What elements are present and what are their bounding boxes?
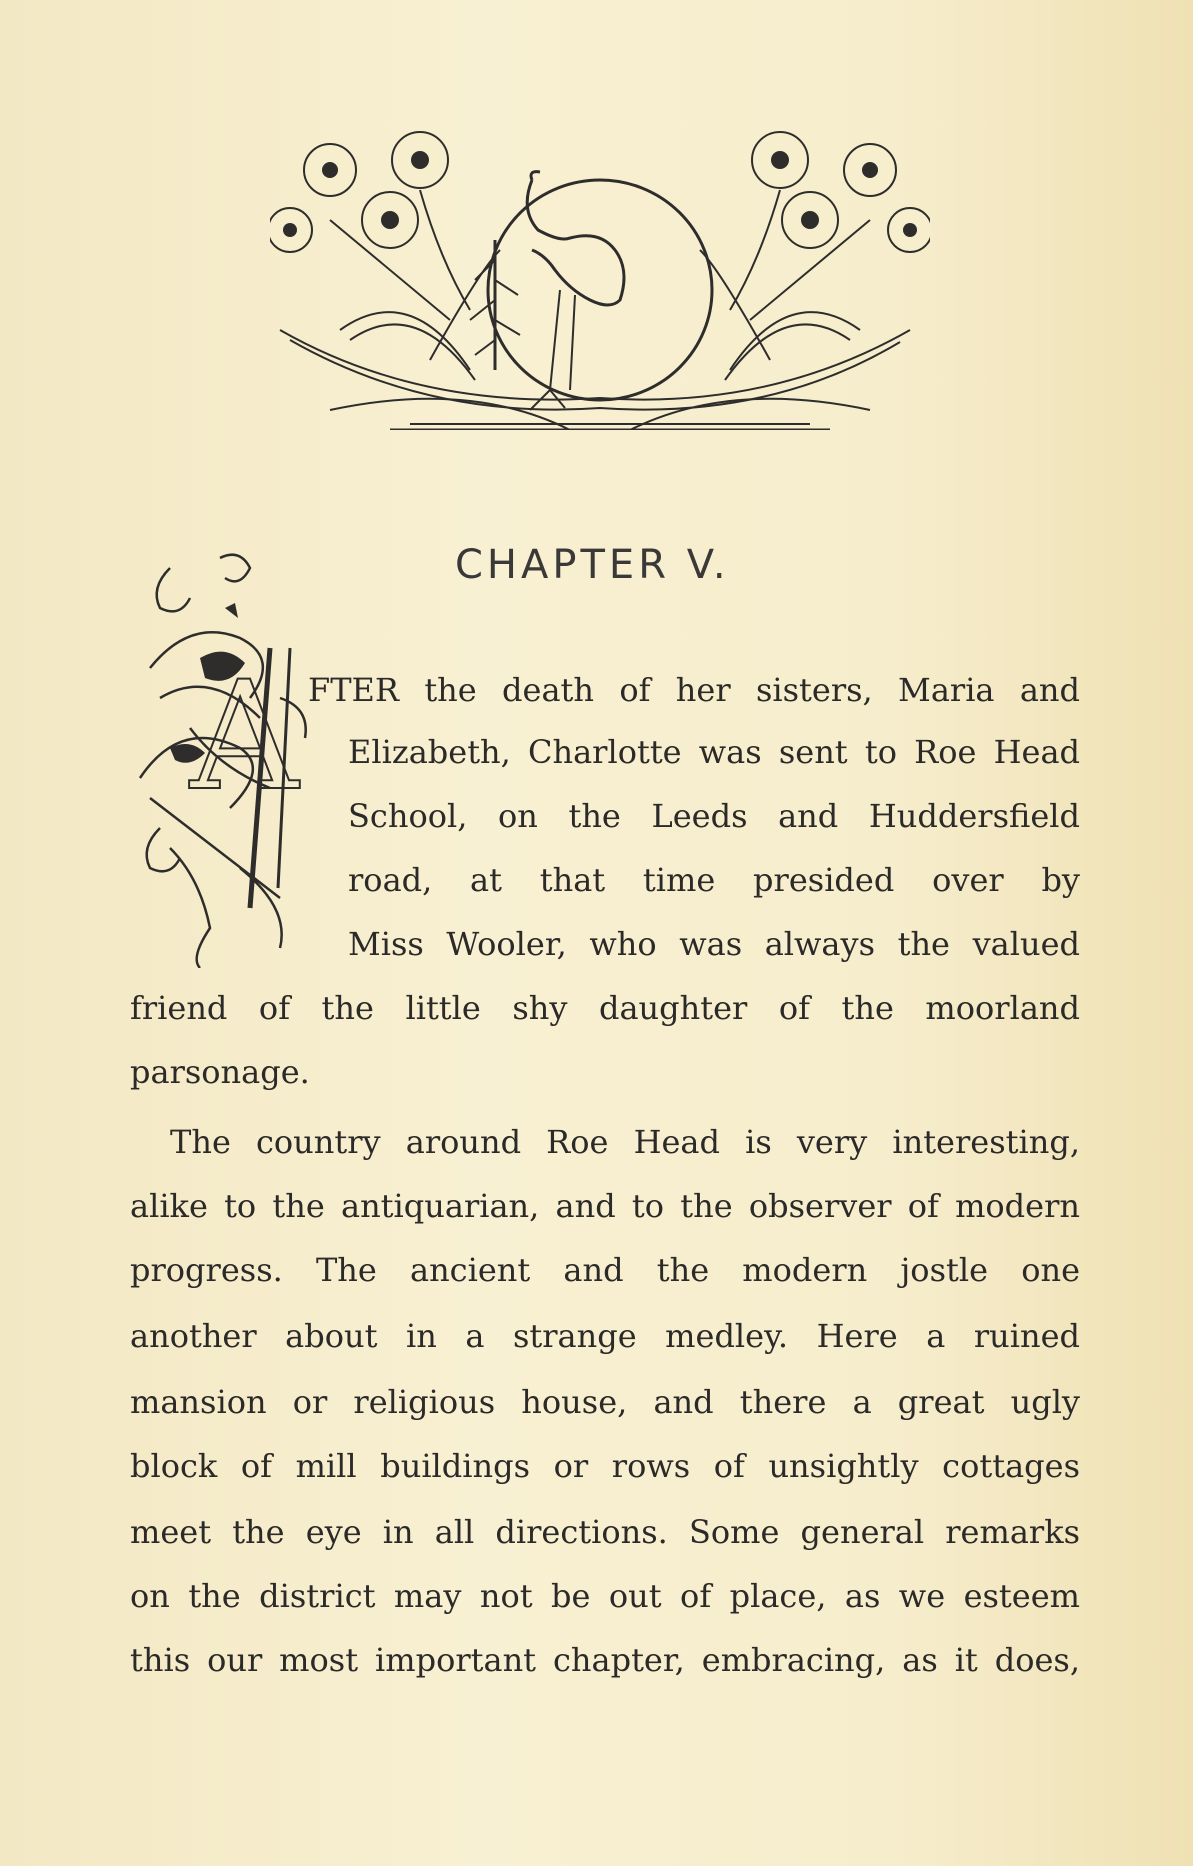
text-line-10: progress. The ancient and the modern jostle one — [130, 1251, 1080, 1289]
text-line-2: Elizabeth, Charlotte was sent to Roe Head — [348, 733, 1080, 771]
text-line-3: School, on the Leeds and Huddersfield — [348, 797, 1080, 835]
decorated-drop-cap — [130, 548, 320, 968]
text-line-4: road, at that time presided over by — [348, 861, 1080, 899]
text-line-11: another about in a strange medley. Here a ruined — [130, 1317, 1080, 1355]
text-line-9: alike to the antiquarian, and to the observer of modern — [130, 1187, 1080, 1225]
text-line-1: FTER the death of her sisters, Maria and — [308, 671, 1080, 709]
heron-headpiece-ornament — [270, 130, 930, 430]
text-line-6: friend of the little shy daughter of the moorland — [130, 989, 1080, 1027]
chapter-heading: CHAPTER V. — [455, 542, 730, 588]
text-line-12: mansion or religious house, and there a great ugly — [130, 1383, 1080, 1421]
drop-cap-letter: A — [190, 650, 299, 824]
text-line-13: block of mill buildings or rows of unsightly cottages — [130, 1447, 1080, 1485]
text-line-15: on the district may not be out of place, as we esteem — [130, 1577, 1080, 1615]
text-line-5: Miss Wooler, who was always the valued — [348, 925, 1080, 963]
text-line-14: meet the eye in all directions. Some general remarks — [130, 1513, 1080, 1551]
text-line-8: The country around Roe Head is very interesting, — [170, 1123, 1080, 1161]
text-line-16: this our most important chapter, embracing, as it does, — [130, 1641, 1080, 1679]
text-line-7: parsonage. — [130, 1053, 310, 1091]
